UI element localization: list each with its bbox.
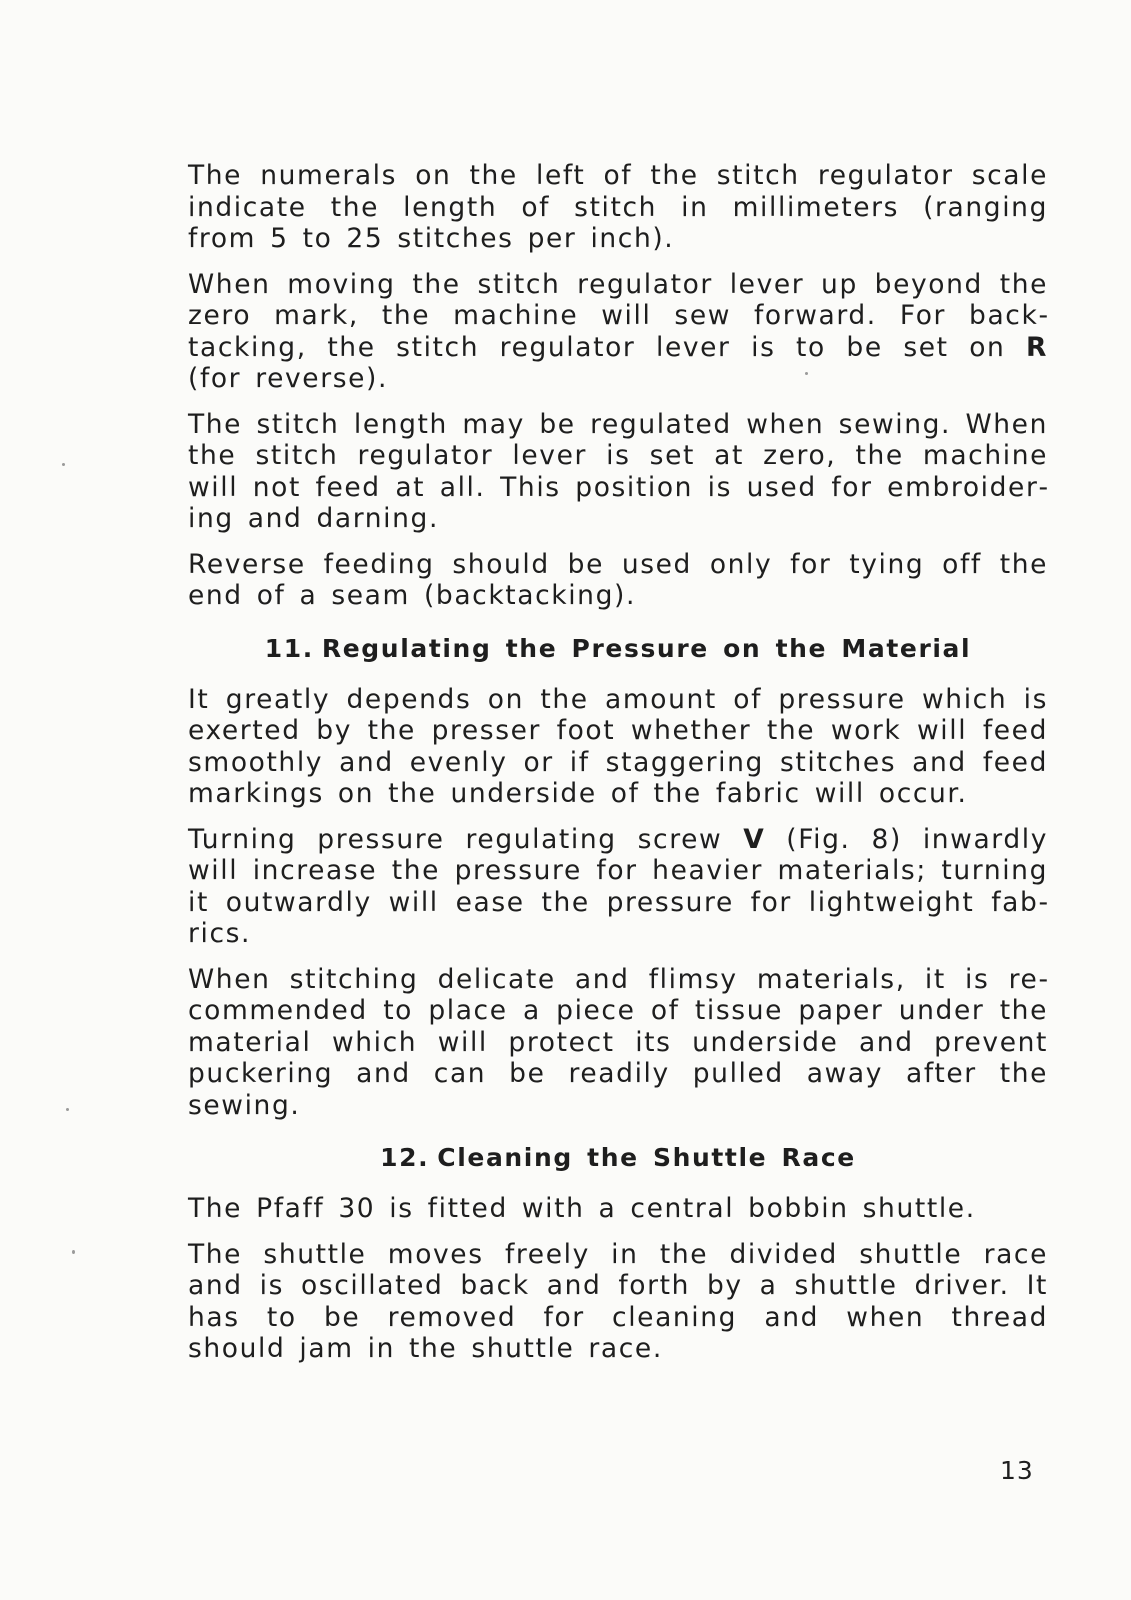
scan-speck: [805, 372, 808, 375]
section-title: Regulating the Pressure on the Material: [321, 633, 972, 663]
paragraph-central-bobbin: The Pfaff 30 is fitted with a central bobbin shuttle.: [188, 1193, 976, 1224]
paragraph-text: (Fig. 8) inwardly will increase the pressure for heavier materials; turning it outwardly will ease the pressure for lightweight fabrics.: [188, 823, 1048, 949]
paragraph-delicate-materials: When stitching delicate and flimsy materials, it is recommended to place a piece of tissue paper under the material which will protect its underside and prevent puckering and can be readily pulled away after the sewing.: [188, 963, 1048, 1121]
scan-speck: [66, 1108, 69, 1111]
paragraph-regulator-lever: [188, 269, 1048, 395]
section-12-heading: [188, 1143, 1048, 1173]
paragraph-text: When moving the stitch regulator lever up beyond the zero mark, the machine will sew forward. For backtacking, the stitch regulator lever is to be set on: [188, 268, 1048, 363]
paragraph-stitch-length: The stitch length may be regulated when sewing. When the stitch regulator lever is set at zero, the machine will not feed at all. This position is used for embroidering and darning.: [188, 408, 1048, 534]
manual-page-body: [188, 160, 1048, 1379]
paragraph-reverse-feeding: Reverse feeding should be used only for tying off the end of a seam (backtacking).: [188, 548, 1048, 611]
section-11-heading: [188, 634, 1048, 664]
paragraph-stitch-numerals: The numerals on the left of the stitch regulator scale indicate the length of stitch in millimeters (ranging from 5 to 25 stitches per inch).: [188, 160, 1048, 254]
scan-speck: [72, 1250, 75, 1254]
section-number: 11.: [264, 633, 314, 663]
screw-letter: V: [743, 823, 766, 855]
paragraph-pressure-amount: It greatly depends on the amount of pressure which is exerted by the presser foot whether the work will feed smoothly and evenly or if staggering stitches and feed markings on the underside of the fabric will occur.: [188, 683, 1048, 809]
section-number: 12.: [380, 1143, 430, 1172]
page-number: 13: [1000, 1456, 1034, 1485]
paragraph-pressure-screw: [188, 824, 1048, 950]
paragraph-text: Turning pressure regulating screw: [188, 823, 744, 855]
section-title: Cleaning the Shuttle Race: [437, 1143, 856, 1172]
paragraph-shuttle-moves: The shuttle moves freely in the divided shuttle race and is oscillated back and forth by a shuttle driver. It has to be removed for cleaning and when thread should jam in the shuttle race.: [188, 1238, 1048, 1364]
reverse-letter: R: [1025, 331, 1048, 363]
scan-speck: [62, 463, 65, 466]
paragraph-text: (for reverse).: [188, 363, 388, 394]
